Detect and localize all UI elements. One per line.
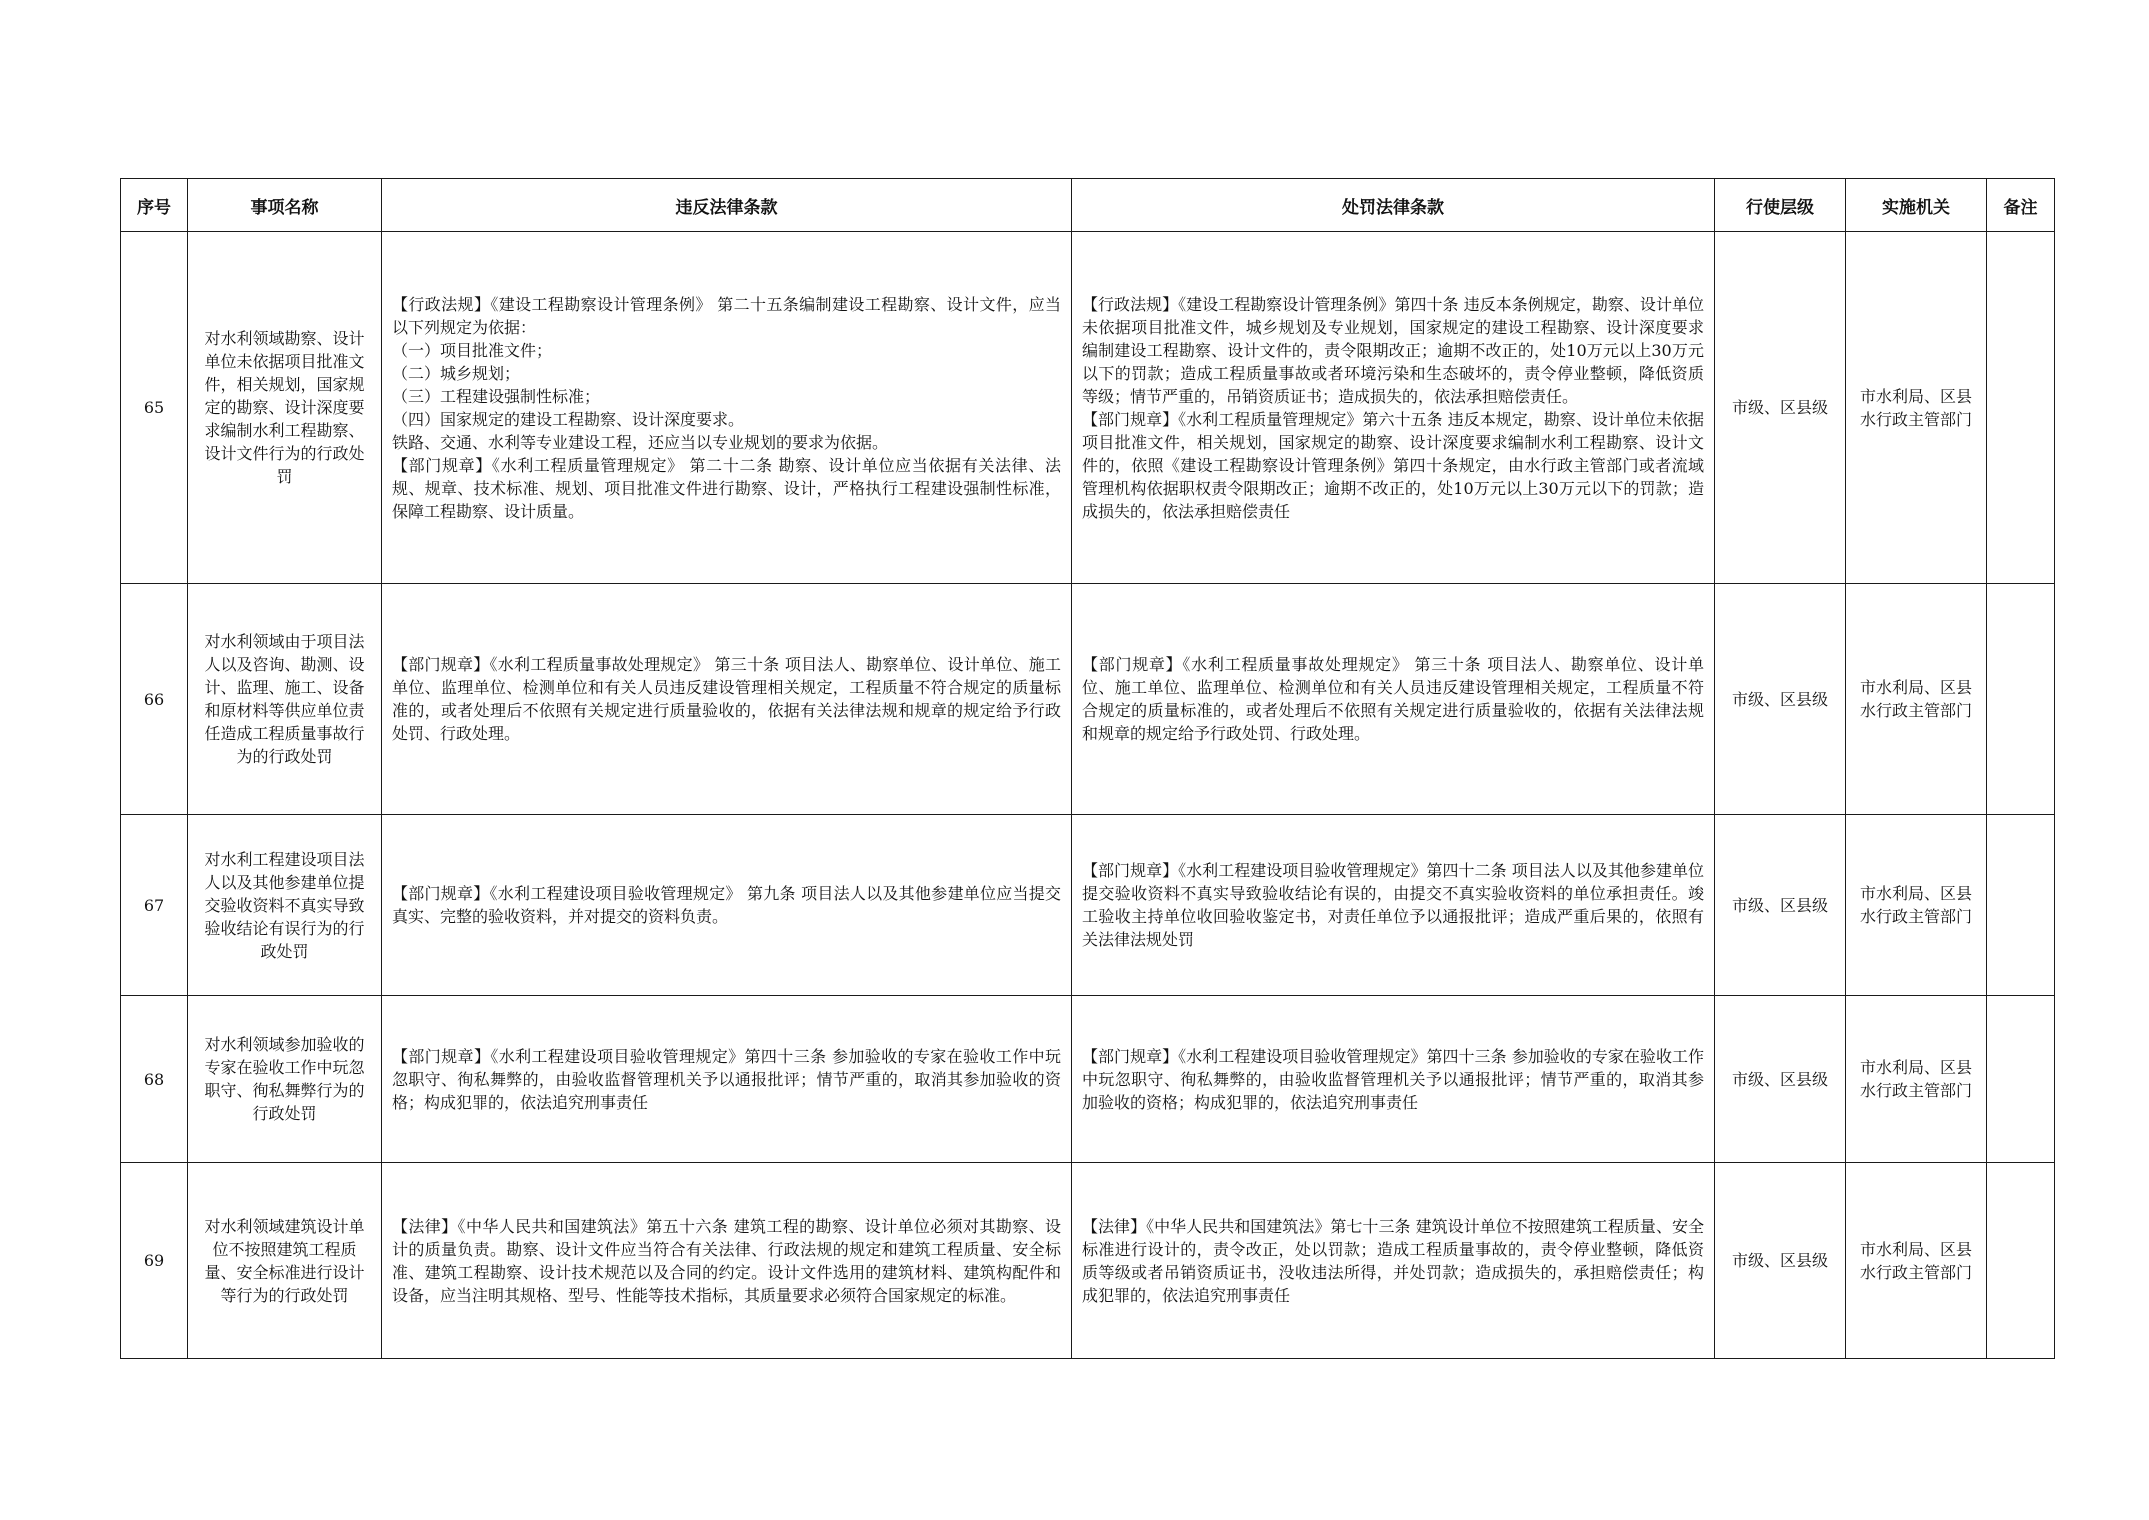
violation-para: 【部门规章】《水利工程建设项目验收管理规定》第四十三条 参加验收的专家在验收工作中玩忽职守、徇私舞弊的，由验收监督管理机关予以通报批评；情节严重的，取消其参加验收的资格；构成犯罪的，依法追究刑事责任 [392,1046,1061,1112]
row-level: 市级、区县级 [1715,1163,1846,1359]
violation-para: 【部门规章】《水利工程质量管理规定》 第二十二条 勘察、设计单位应当依据有关法律、法规、规章、技术标准、规划、项目批准文件进行勘察、设计，严格执行工程建设强制性标准，保障工程勘察、设计质量。 [392,455,1061,521]
row-remark [1987,232,2055,584]
row-level: 市级、区县级 [1715,232,1846,584]
row-remark [1987,1163,2055,1359]
penalty-para: 【部门规章】《水利工程质量事故处理规定》 第三十条 项目法人、勘察单位、设计单位、施工单位、监理单位、检测单位和有关人员违反建设管理相关规定，工程质量不符合规定的质量标准的，或者处理后不依照有关规定进行质量验收的，依据有关法律法规和规章的规定给予行政处罚、行政处理。 [1082,655,1704,743]
penalty-table [120,178,2055,1359]
row-name: 对水利领域建筑设计单位不按照建筑工程质量、安全标准进行设计等行为的行政处罚 [188,1163,382,1359]
header-agency: 实施机关 [1846,179,1987,232]
table-row [121,232,2055,584]
violation-para: （一）项目批准文件； [392,340,553,360]
penalty-para: 【部门规章】《水利工程建设项目验收管理规定》第四十三条 参加验收的专家在验收工作中玩忽职守、徇私舞弊的，由验收监督管理机关予以通报批评；情节严重的，取消其参加验收的资格；构成犯罪的，依法追究刑事责任 [1082,1046,1704,1112]
row-violation [382,1163,1072,1359]
penalty-para: 【部门规章】《水利工程质量管理规定》第六十五条 违反本规定，勘察、设计单位未依据项目批准文件，相关规划，国家规定的勘察、设计深度要求编制水利工程勘察、设计文件的，依照《建设工程勘察设计管理条例》第四十条规定，由水行政主管部门或者流域管理机构依据职权责令限期改正；逾期不改正的，处10万元以上30万元以下的罚款；造成损失的，依法承担赔偿责任 [1082,409,1704,521]
violation-para: 【部门规章】《水利工程建设项目验收管理规定》 第九条 项目法人以及其他参建单位应当提交真实、完整的验收资料，并对提交的资料负责。 [392,884,1061,926]
violation-para: （三）工程建设强制性标准； [392,386,601,406]
row-num: 69 [121,1163,188,1359]
row-penalty [1072,232,1715,584]
row-remark [1987,815,2055,996]
row-violation [382,584,1072,815]
penalty-para: 【部门规章】《水利工程建设项目验收管理规定》第四十二条 项目法人以及其他参建单位提交验收资料不真实导致验收结论有误的，由提交不真实验收资料的单位承担责任。竣工验收主持单位收回验收鉴定书，对责任单位予以通报批评；造成严重后果的，依照有关法律法规处罚 [1082,861,1704,949]
penalty-para: 【法律】《中华人民共和国建筑法》第七十三条 建筑设计单位不按照建筑工程质量、安全标准进行设计的，责令改正，处以罚款；造成工程质量事故的，责令停业整顿，降低资质等级或者吊销资质证书，没收违法所得，并处罚款；造成损失的，承担赔偿责任；构成犯罪的，依法追究刑事责任 [1082,1216,1704,1305]
header-remark: 备注 [1987,179,2055,232]
row-num: 66 [121,584,188,815]
row-agency: 市水利局、区县水行政主管部门 [1846,996,1987,1163]
row-name: 对水利领域勘察、设计单位未依据项目批准文件，相关规划，国家规定的勘察、设计深度要求编制水利工程勘察、设计文件行为的行政处罚 [188,232,382,584]
penalty-para: 【行政法规】《建设工程勘察设计管理条例》第四十条 违反本条例规定，勘察、设计单位未依据项目批准文件，城乡规划及专业规划，国家规定的建设工程勘察、设计深度要求编制建设工程勘察、设计文件的，责令限期改正；逾期不改正的，处10万元以上30万元以下的罚款；造成工程质量事故或者环境污染和生态破坏的，责令停业整顿，降低资质等级；情节严重的，吊销资质证书；造成损失的，依法承担赔偿责任。 [1082,294,1704,406]
row-penalty [1072,996,1715,1163]
header-num: 序号 [121,179,188,232]
table-row [121,815,2055,996]
row-name: 对水利工程建设项目法人以及其他参建单位提交验收资料不真实导致验收结论有误行为的行政处罚 [188,815,382,996]
violation-para: 【法律】《中华人民共和国建筑法》第五十六条 建筑工程的勘察、设计单位必须对其勘察、设计的质量负责。勘察、设计文件应当符合有关法律、行政法规的规定和建筑工程质量、安全标准、建筑工程勘察、设计技术规范以及合同的约定。设计文件选用的建筑材料、建筑构配件和设备，应当注明其规格、型号、性能等技术指标，其质量要求必须符合国家规定的标准。 [392,1216,1061,1305]
row-name: 对水利领域参加验收的专家在验收工作中玩忽职守、徇私舞弊行为的行政处罚 [188,996,382,1163]
header-penalty: 处罚法律条款 [1072,179,1715,232]
violation-para: 【部门规章】《水利工程质量事故处理规定》 第三十条 项目法人、勘察单位、设计单位、施工单位、监理单位、检测单位和有关人员违反建设管理相关规定，工程质量不符合规定的质量标准的，或者处理后不依照有关规定进行质量验收的，依据有关法律法规和规章的规定给予行政处罚、行政处理。 [392,655,1061,743]
row-agency: 市水利局、区县水行政主管部门 [1846,584,1987,815]
row-agency: 市水利局、区县水行政主管部门 [1846,815,1987,996]
row-num: 67 [121,815,188,996]
table-row [121,1163,2055,1359]
row-num: 65 [121,232,188,584]
row-agency: 市水利局、区县水行政主管部门 [1846,232,1987,584]
violation-para: 铁路、交通、水利等专业建设工程，还应当以专业规划的要求为依据。 [392,432,889,452]
row-violation [382,232,1072,584]
row-remark [1987,584,2055,815]
row-violation [382,996,1072,1163]
table-row [121,584,2055,815]
violation-para: （四）国家规定的建设工程勘察、设计深度要求。 [392,409,745,429]
row-level: 市级、区县级 [1715,996,1846,1163]
header-row [121,179,2055,232]
row-remark [1987,996,2055,1163]
row-penalty [1072,584,1715,815]
row-penalty [1072,815,1715,996]
header-level: 行使层级 [1715,179,1846,232]
row-level: 市级、区县级 [1715,584,1846,815]
violation-para: （二）城乡规划； [392,363,521,383]
table-row [121,996,2055,1163]
row-num: 68 [121,996,188,1163]
header-name: 事项名称 [188,179,382,232]
header-violation: 违反法律条款 [382,179,1072,232]
row-agency: 市水利局、区县水行政主管部门 [1846,1163,1987,1359]
row-penalty [1072,1163,1715,1359]
row-violation [382,815,1072,996]
penalty-table-container [120,178,2054,1359]
row-name: 对水利领域由于项目法人以及咨询、勘测、设计、监理、施工、设备和原材料等供应单位责任造成工程质量事故行为的行政处罚 [188,584,382,815]
violation-para: 【行政法规】《建设工程勘察设计管理条例》 第二十五条编制建设工程勘察、设计文件，应当以下列规定为依据： [392,294,1061,337]
row-level: 市级、区县级 [1715,815,1846,996]
